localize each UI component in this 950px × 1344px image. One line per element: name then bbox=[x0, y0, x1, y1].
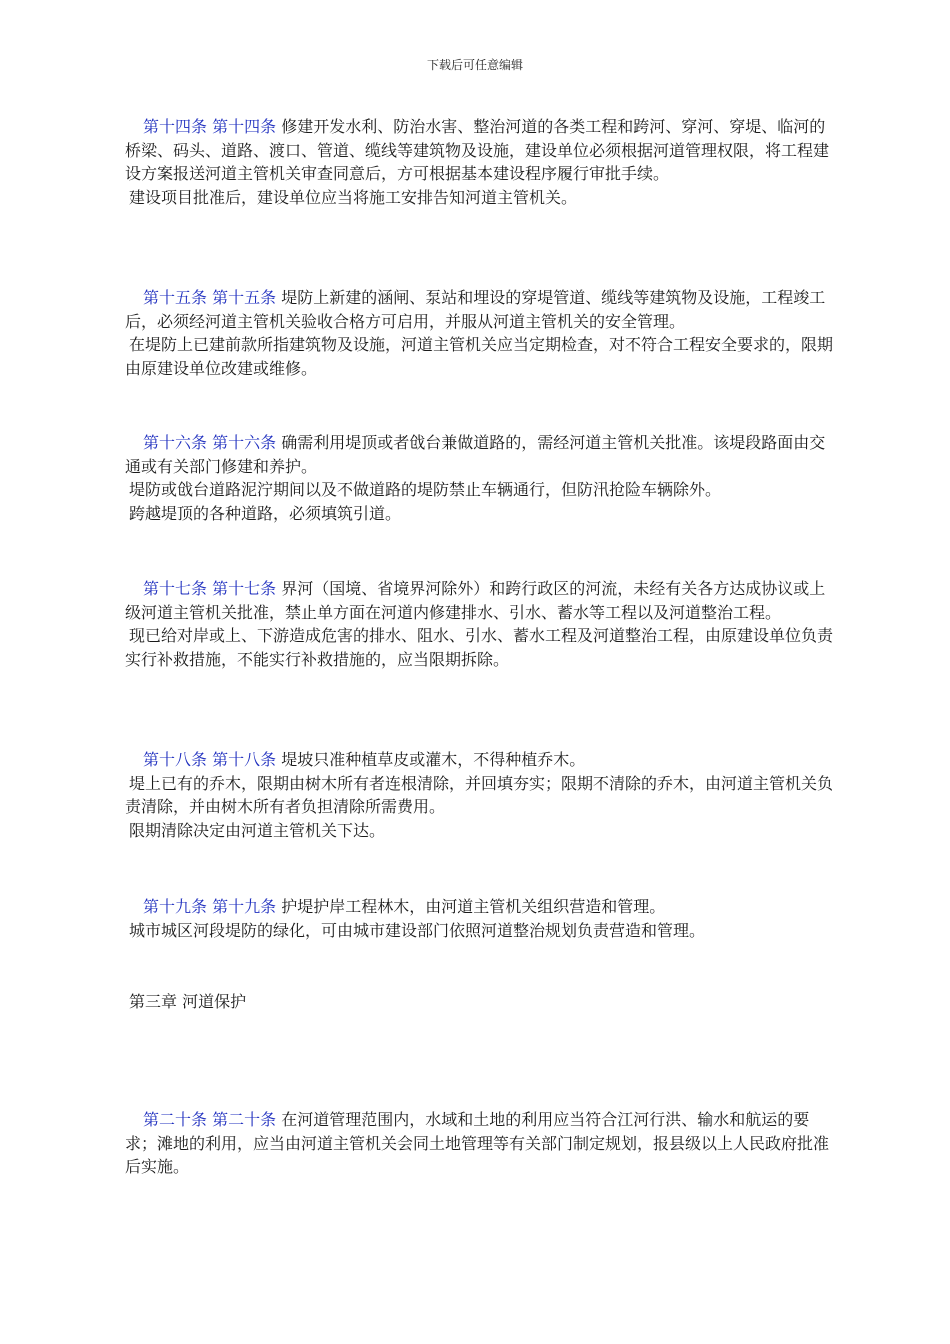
article-16 bbox=[125, 431, 837, 525]
article-number: 第十八条 bbox=[143, 750, 208, 769]
article-20 bbox=[125, 1108, 837, 1179]
article-18 bbox=[125, 748, 837, 842]
article-number: 第十七条 bbox=[143, 579, 208, 598]
article-number: 第二十条 bbox=[143, 1110, 208, 1129]
article-lead bbox=[125, 286, 837, 333]
page-header: 下载后可任意编辑 bbox=[426, 58, 523, 72]
article-14 bbox=[125, 115, 837, 209]
article-paragraph: 城市城区河段堤防的绿化，可由城市建设部门依照河道整治规划负责营造和管理。 bbox=[129, 920, 706, 940]
article-lead bbox=[125, 748, 837, 772]
article-lead bbox=[125, 431, 837, 478]
article-text: 堤坡只准种植草皮或灌木，不得种植乔木。 bbox=[281, 750, 586, 769]
article-paragraph: 堤上已有的乔木，限期由树木所有者连根清除，并回填夯实；限期不清除的乔木，由河道主管机关负责清除，并由树木所有者负担清除所需费用。 bbox=[125, 773, 834, 816]
article-lead bbox=[125, 577, 837, 624]
article-text: 在河道管理范围内，水域和土地的利用应当符合江河行洪、输水和航运的要求；滩地的利用，应当由河道主管机关会同土地管理等有关部门制定规划，报县级以上人民政府批准后实施。 bbox=[125, 1110, 830, 1176]
article-number-repeat: 第十四条 bbox=[212, 117, 277, 136]
article-text: 确需利用堤顶或者戗台兼做道路的，需经河道主管机关批准。该堤段路面由交通或有关部门修建和养护。 bbox=[125, 433, 826, 476]
article-number: 第十六条 bbox=[143, 433, 208, 452]
article-paragraph: 建设项目批准后，建设单位应当将施工安排告知河道主管机关。 bbox=[129, 187, 578, 207]
article-lead bbox=[125, 115, 837, 186]
article-number-repeat: 第十五条 bbox=[212, 288, 277, 307]
article-number: 第十九条 bbox=[143, 897, 208, 916]
article-number: 第十五条 bbox=[143, 288, 208, 307]
article-text: 堤防上新建的涵闸、泵站和埋设的穿堤管道、缆线等建筑物及设施，工程竣工后，必须经河道主管机关验收合格方可启用，并服从河道主管机关的安全管理。 bbox=[125, 288, 826, 331]
article-text: 护堤护岸工程林木，由河道主管机关组织营造和管理。 bbox=[281, 897, 666, 916]
article-lead bbox=[125, 895, 837, 919]
article-lead bbox=[125, 1108, 837, 1179]
article-19 bbox=[125, 895, 837, 942]
article-number-repeat: 第十六条 bbox=[212, 433, 277, 452]
article-paragraph: 在堤防上已建前款所指建筑物及设施，河道主管机关应当定期检查，对不符合工程安全要求的，限期由原建设单位改建或维修。 bbox=[125, 335, 834, 378]
article-paragraph: 跨越堤顶的各种道路，必须填筑引道。 bbox=[129, 503, 402, 523]
chapter-title: 第三章 河道保护 bbox=[129, 992, 247, 1011]
article-number-repeat: 第十八条 bbox=[212, 750, 277, 769]
article-17 bbox=[125, 577, 837, 671]
article-paragraph: 堤防或戗台道路泥泞期间以及不做道路的堤防禁止车辆通行，但防汛抢险车辆除外。 bbox=[129, 480, 722, 499]
article-number-repeat: 第二十条 bbox=[212, 1110, 277, 1129]
article-number-repeat: 第十七条 bbox=[212, 579, 277, 598]
article-text: 界河（国境、省境界河除外）和跨行政区的河流，未经有关各方达成协议或上级河道主管机关批准，禁止单方面在河道内修建排水、引水、蓄水等工程以及河道整治工程。 bbox=[125, 579, 826, 622]
article-15 bbox=[125, 286, 837, 380]
article-paragraph: 现已给对岸或上、下游造成危害的排水、阻水、引水、蓄水工程及河道整治工程，由原建设单位负责实行补救措施，不能实行补救措施的，应当限期拆除。 bbox=[125, 626, 834, 669]
article-number-repeat: 第十九条 bbox=[212, 897, 277, 916]
article-text: 修建开发水利、防治水害、整治河道的各类工程和跨河、穿河、穿堤、临河的桥梁、码头、道路、渡口、管道、缆线等建筑物及设施，建设单位必须根据河道管理权限，将工程建设方案报送河道主管机关审查同意后，方可根据基本建设程序履行审批手续。 bbox=[125, 117, 830, 183]
article-number: 第十四条 bbox=[143, 117, 208, 136]
article-paragraph: 限期清除决定由河道主管机关下达。 bbox=[129, 820, 386, 840]
